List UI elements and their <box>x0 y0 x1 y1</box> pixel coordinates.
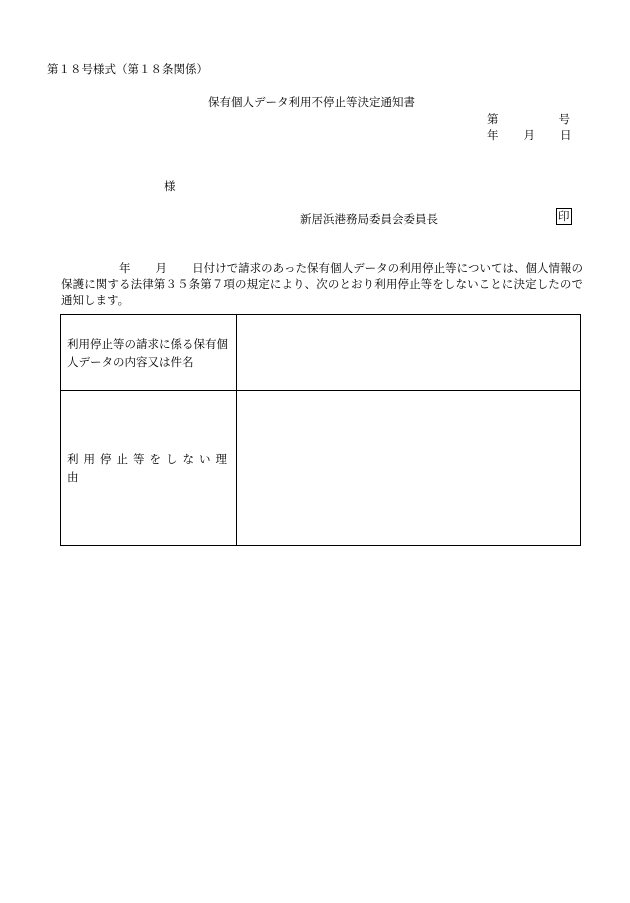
number-prefix: 第 <box>487 112 499 126</box>
body-month: 月 <box>155 261 168 275</box>
date-day: 日 <box>560 128 572 142</box>
reason-field[interactable] <box>237 391 581 546</box>
body-year: 年 <box>119 261 131 275</box>
form-number: 第１８号様式（第１８条関係） <box>47 62 208 76</box>
reason-label: 利用停止等をしない理由 <box>61 391 237 546</box>
document-number-line <box>487 111 570 127</box>
addressee: 様 <box>164 179 176 193</box>
request-content-label: 利用停止等の請求に係る保有個人データの内容又は件名 <box>61 315 237 391</box>
date-year: 年 <box>487 128 499 142</box>
details-table <box>60 314 581 546</box>
table-row <box>61 315 581 391</box>
document-date-line <box>487 127 572 143</box>
seal-mark: 印 <box>558 209 570 223</box>
table-row <box>61 391 581 546</box>
number-suffix: 号 <box>558 112 570 126</box>
body-text: 日付けで請求のあった保有個人データの利用停止等については、個人情報の保護に関する法律第３５条第７項の規定により、次のとおり利用停止等をしないことに決定したので通知します。 <box>61 261 584 307</box>
issuer-name: 新居浜港務局委員会委員長 <box>300 212 438 226</box>
request-content-field[interactable] <box>237 315 581 391</box>
notice-body <box>61 260 583 308</box>
date-month: 月 <box>523 128 535 142</box>
document-title: 保有個人データ利用不停止等決定通知書 <box>208 95 415 109</box>
